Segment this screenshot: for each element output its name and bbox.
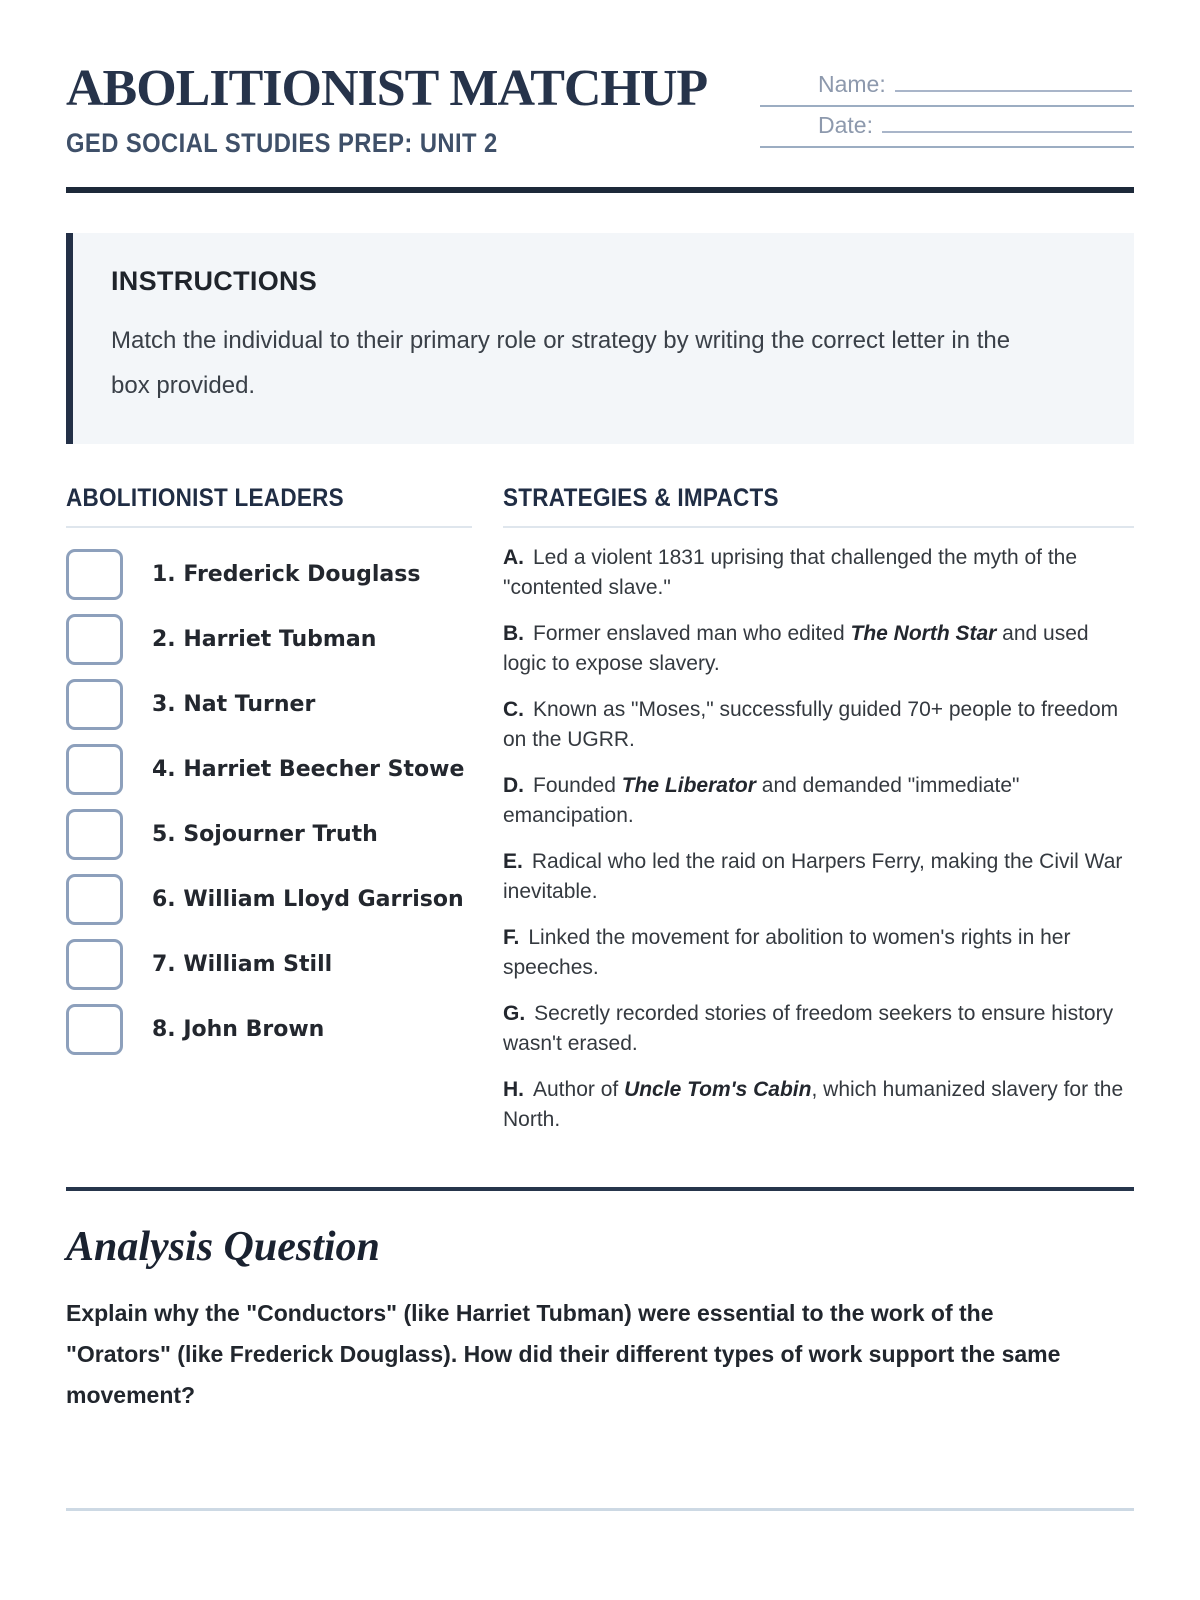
date-input-line[interactable]	[882, 131, 1132, 133]
strategy-letter: G.	[503, 1002, 526, 1025]
answer-box-3[interactable]	[66, 679, 123, 730]
strategy-item-b	[503, 619, 1134, 679]
strategy-item-g	[503, 999, 1134, 1059]
strategy-book-title: Uncle Tom's Cabin	[624, 1078, 812, 1101]
leader-row	[66, 614, 472, 665]
strategy-letter: B.	[503, 622, 524, 645]
answer-box-7[interactable]	[66, 939, 123, 990]
title-block	[66, 62, 707, 159]
strategies-heading-rule	[503, 484, 1134, 528]
strategy-text-post: , which humanized slavery for the North.	[503, 1078, 1124, 1131]
strategy-item-e	[503, 847, 1134, 907]
strategy-text-post: and demanded "immediate" emancipation.	[503, 774, 1020, 827]
leader-name: 4. Harriet Beecher Stowe	[152, 757, 465, 782]
leader-row	[66, 874, 472, 925]
answer-box-5[interactable]	[66, 809, 123, 860]
leader-row	[66, 939, 472, 990]
date-label: Date:	[818, 112, 873, 138]
strategy-text: Author of	[533, 1078, 625, 1101]
answer-box-4[interactable]	[66, 744, 123, 795]
section-divider	[66, 1187, 1134, 1191]
strategy-letter: D.	[503, 774, 524, 797]
date-row	[760, 107, 1134, 148]
leader-row	[66, 809, 472, 860]
instructions-panel	[66, 233, 1134, 444]
answer-box-1[interactable]	[66, 549, 123, 600]
strategy-item-f	[503, 923, 1134, 983]
analysis-heading: Analysis Question	[66, 1224, 380, 1270]
name-row	[760, 66, 1134, 107]
instructions-body: Match the individual to their primary role or strategy by writing the correct letter in the box provided.	[111, 327, 1011, 399]
leader-name: 1. Frederick Douglass	[152, 562, 421, 587]
strategy-text-post: and used logic to expose slavery.	[503, 622, 1089, 675]
strategy-book-title: The North Star	[850, 622, 997, 645]
leader-row	[66, 744, 472, 795]
answer-box-2[interactable]	[66, 614, 123, 665]
strategy-text: Radical who led the raid on Harpers Ferry, making the Civil War inevitable.	[503, 850, 1123, 903]
name-label: Name:	[818, 71, 886, 97]
strategy-text: Founded	[533, 774, 622, 797]
strategy-text: Linked the movement for abolition to women's rights in her speeches.	[503, 926, 1071, 979]
strategy-letter: A.	[503, 546, 524, 569]
header-divider	[66, 187, 1134, 193]
leader-name: 5. Sojourner Truth	[152, 822, 378, 847]
leader-name: 3. Nat Turner	[152, 692, 316, 717]
analysis-question: Explain why the "Conductors" (like Harriet Tubman) were essential to the work of the "Orators" (like Frederick Douglass). How did their different types of work support the same movement?	[66, 1300, 1061, 1408]
leaders-column	[66, 484, 472, 1151]
strategy-text: Known as "Moses," successfully guided 70+ people to freedom on the UGRR.	[503, 698, 1119, 751]
strategies-heading: STRATEGIES & IMPACTS	[503, 484, 779, 512]
leader-row	[66, 549, 472, 600]
instructions-heading: INSTRUCTIONS	[111, 266, 318, 296]
strategy-letter: C.	[503, 698, 524, 721]
leader-name: 2. Harriet Tubman	[152, 627, 377, 652]
leader-row	[66, 1004, 472, 1055]
answer-writing-line-1[interactable]	[66, 1508, 1134, 1511]
leaders-heading: ABOLITIONIST LEADERS	[66, 484, 344, 512]
strategy-letter: E.	[503, 850, 523, 873]
leader-name: 7. William Still	[152, 952, 333, 977]
answer-box-6[interactable]	[66, 874, 123, 925]
strategy-text: Secretly recorded stories of freedom seekers to ensure history wasn't erased.	[503, 1002, 1114, 1055]
strategies-list	[503, 543, 1134, 1135]
strategies-column	[503, 484, 1134, 1151]
header	[66, 62, 1134, 187]
name-date-block	[760, 62, 1134, 148]
leaders-list	[66, 549, 472, 1055]
page-subtitle-wrap	[66, 128, 707, 159]
strategy-item-a	[503, 543, 1134, 603]
strategy-item-c	[503, 695, 1134, 755]
leaders-heading-rule	[66, 484, 472, 528]
strategy-text: Led a violent 1831 uprising that challenged the myth of the "contented slave."	[503, 546, 1078, 599]
strategy-book-title: The Liberator	[621, 774, 756, 797]
strategy-letter: H.	[503, 1078, 524, 1101]
leader-name: 8. John Brown	[152, 1017, 325, 1042]
matching-section	[66, 484, 1134, 1151]
name-input-line[interactable]	[895, 90, 1132, 92]
strategy-item-h	[503, 1075, 1134, 1135]
answer-box-8[interactable]	[66, 1004, 123, 1055]
strategy-item-d	[503, 771, 1134, 831]
strategy-text: Former enslaved man who edited	[533, 622, 851, 645]
page-title: ABOLITIONIST MATCHUP	[66, 60, 708, 117]
leader-name: 6. William Lloyd Garrison	[152, 887, 464, 912]
page-subtitle: GED SOCIAL STUDIES PREP: UNIT 2	[66, 127, 498, 158]
strategy-letter: F.	[503, 926, 520, 949]
leader-row	[66, 679, 472, 730]
